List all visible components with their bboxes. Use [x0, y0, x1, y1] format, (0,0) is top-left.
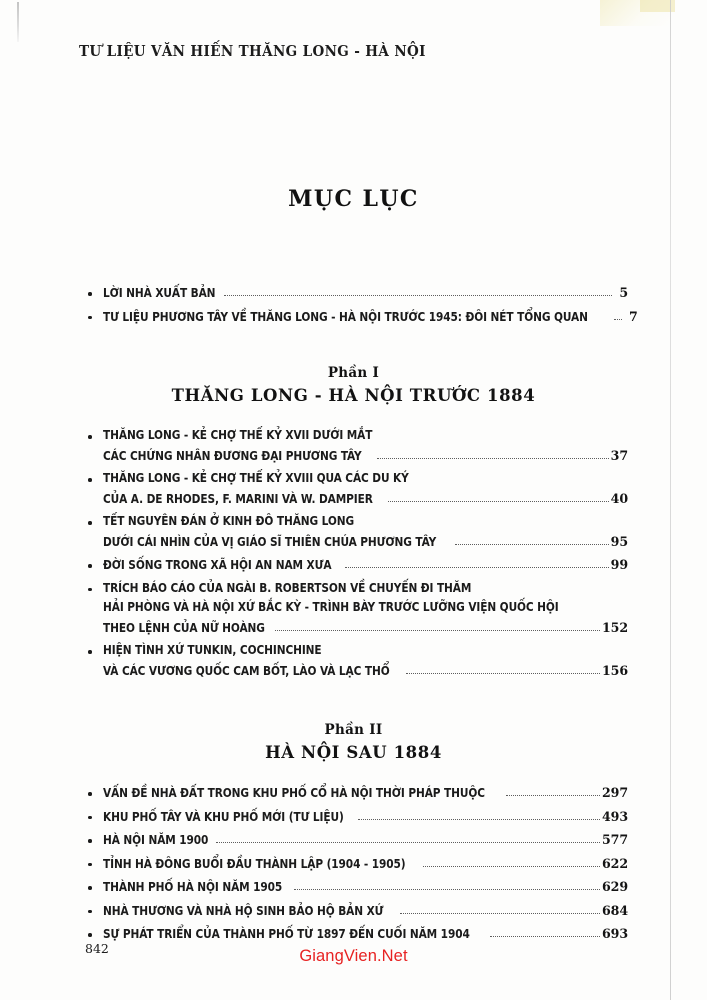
toc-entry[interactable] — [0, 901, 707, 922]
toc-entry-text: TẾT NGUYÊN ĐÁN Ở KINH ĐÔ THĂNG LONG — [103, 514, 355, 528]
toc-front-matter-group — [0, 283, 707, 327]
dot-leader — [406, 672, 600, 674]
toc-entry[interactable] — [0, 512, 707, 552]
toc-entry-line — [103, 641, 628, 661]
toc-page-number: 40 — [610, 490, 628, 506]
table-of-contents — [0, 283, 707, 948]
toc-entry-last-line — [103, 807, 628, 828]
toc-entry-last-line — [103, 854, 628, 875]
toc-entry[interactable] — [0, 283, 707, 304]
toc-page-number: 693 — [602, 926, 628, 941]
part-title: THĂNG LONG - HÀ NỘI TRƯỚC 1884 — [171, 386, 536, 405]
part-title: HÀ NỘI SAU 1884 — [265, 743, 442, 762]
toc-entry[interactable] — [0, 307, 707, 328]
toc-page-number: 7 — [629, 308, 638, 324]
toc-entry-text: DƯỚI CÁI NHÌN CỦA VỊ GIÁO SĨ THIÊN CHÚA PHƯƠNG TÂY — [103, 534, 437, 549]
toc-entry-last-line — [103, 283, 628, 304]
toc-entry-last-line — [103, 901, 628, 922]
toc-entry-last-line — [103, 618, 628, 639]
bullet-icon — [88, 886, 92, 890]
bullet-icon — [88, 316, 92, 320]
toc-entry-text: HIỆN TÌNH XỨ TUNKIN, COCHINCHINE — [103, 643, 322, 657]
toc-entry-line — [103, 579, 628, 599]
bullet-icon — [88, 839, 92, 843]
toc-page-number: 629 — [602, 879, 628, 894]
toc-page-number: 37 — [610, 447, 628, 463]
toc-entry[interactable] — [0, 854, 707, 875]
toc-entry[interactable] — [0, 783, 707, 804]
toc-entry-last-line — [103, 877, 628, 898]
toc-page-number: 152 — [602, 619, 628, 635]
toc-entry-line — [103, 469, 628, 489]
dot-leader — [455, 543, 609, 545]
toc-entry-last-line — [103, 924, 628, 945]
toc-entry-text: CÁC CHỨNG NHÂN ĐƯƠNG ĐẠI PHƯƠNG TÂY — [103, 448, 362, 463]
scan-edge-artifact-left — [17, 2, 19, 42]
dot-leader — [224, 294, 612, 296]
bullet-icon — [88, 521, 92, 525]
dot-leader — [388, 500, 608, 502]
dot-leader — [490, 935, 600, 937]
toc-entry-text: VÀ CÁC VƯƠNG QUỐC CAM BỐT, LÀO VÀ LẠC THỔ — [103, 663, 390, 678]
toc-page-number: 95 — [610, 533, 628, 549]
toc-entry-text: THĂNG LONG - KẺ CHỢ THẾ KỶ XVII DƯỚI MẮT — [103, 428, 373, 442]
toc-entry-text: KHU PHỐ TÂY VÀ KHU PHỐ MỚI (TƯ LIỆU) — [103, 809, 344, 824]
toc-entry-text: NHÀ THƯƠNG VÀ NHÀ HỘ SINH BẢO HỘ BẢN XỨ — [103, 903, 384, 918]
toc-part-group — [0, 426, 707, 681]
dot-leader — [345, 566, 609, 568]
toc-entry-last-line — [103, 783, 628, 804]
part-label: Phần II — [324, 722, 383, 738]
toc-page-number: 493 — [602, 808, 628, 824]
toc-page-number: 622 — [602, 855, 628, 871]
toc-entry-last-line — [103, 446, 628, 467]
toc-entry-last-line — [103, 307, 638, 328]
toc-entry-last-line — [103, 830, 628, 851]
toc-entry-text: TRÍCH BÁO CÁO CỦA NGÀI B. ROBERTSON VỀ CHUYẾN ĐI THĂM — [103, 580, 472, 595]
part-label: Phần I — [327, 365, 380, 381]
toc-entry-text: LỜI NHÀ XUẤT BẢN — [103, 286, 216, 300]
bullet-icon — [88, 792, 92, 796]
dot-leader — [400, 912, 600, 914]
toc-entry-last-line — [103, 661, 628, 682]
watermark: GiangVien.Net — [299, 947, 408, 965]
toc-entry[interactable] — [0, 641, 707, 681]
bullet-icon — [88, 478, 92, 482]
toc-page-number: 156 — [602, 662, 628, 678]
dot-leader — [377, 457, 609, 459]
toc-entry-text: VẤN ĐỀ NHÀ ĐẤT TRONG KHU PHỐ CỔ HÀ NỘI THỜI PHÁP THUỘC — [103, 786, 485, 800]
toc-entry[interactable] — [0, 830, 707, 851]
toc-page-number: 297 — [602, 785, 628, 800]
toc-entry-last-line — [103, 532, 628, 553]
dot-leader — [614, 318, 622, 320]
toc-page-number: 577 — [602, 832, 628, 847]
toc-entry-text: CỦA A. DE RHODES, F. MARINI VÀ W. DAMPIER — [103, 491, 373, 506]
part-heading — [0, 722, 707, 762]
dot-leader — [294, 888, 600, 890]
toc-entry-line — [103, 426, 628, 446]
dot-leader — [423, 865, 600, 867]
toc-entry-text: TƯ LIỆU PHƯƠNG TÂY VỀ THĂNG LONG - HÀ NỘI TRƯỚC 1945: ĐÔI NÉT TỔNG QUAN — [103, 309, 588, 324]
toc-entry-line — [103, 598, 628, 618]
toc-entry-line — [103, 512, 628, 532]
toc-entry[interactable] — [0, 555, 707, 576]
toc-entry-text: THĂNG LONG - KẺ CHỢ THẾ KỶ XVIII QUA CÁC DU KÝ — [103, 471, 409, 485]
dot-leader — [506, 794, 600, 796]
part-heading — [0, 365, 707, 405]
toc-entry-text: SỰ PHÁT TRIỂN CỦA THÀNH PHỐ TỪ 1897 ĐẾN CUỐI NĂM 1904 — [103, 927, 470, 941]
toc-page-number: 5 — [619, 285, 628, 300]
toc-entry-text: THEO LỆNH CỦA NỮ HOÀNG — [103, 620, 265, 635]
toc-entry-last-line — [103, 489, 628, 510]
bullet-icon — [88, 588, 92, 592]
page-title: MỤC LỤC — [288, 186, 419, 212]
toc-page-number: 684 — [602, 902, 628, 918]
bullet-icon — [88, 816, 92, 820]
bullet-icon — [88, 435, 92, 439]
bullet-icon — [88, 650, 92, 654]
toc-entry-text: THÀNH PHỐ HÀ NỘI NĂM 1905 — [103, 880, 283, 894]
dot-leader — [358, 818, 600, 820]
dot-leader — [275, 629, 600, 631]
toc-entry[interactable] — [0, 469, 707, 509]
toc-entry-text: HÀ NỘI NĂM 1900 — [103, 833, 209, 847]
toc-entry[interactable] — [0, 579, 707, 639]
bullet-icon — [88, 863, 92, 867]
toc-entry-text: ĐỜI SỐNG TRONG XÃ HỘI AN NAM XƯA — [103, 558, 332, 572]
toc-entry-text: TỈNH HÀ ĐÔNG BUỔI ĐẦU THÀNH LẬP (1904 - 1905) — [103, 856, 406, 871]
bullet-icon — [88, 292, 92, 296]
toc-entry[interactable] — [0, 877, 707, 898]
running-header: TƯ LIỆU VĂN HIẾN THĂNG LONG - HÀ NỘI — [79, 43, 426, 60]
bullet-icon — [88, 933, 92, 937]
folio-page-number: 842 — [85, 941, 109, 956]
bullet-icon — [88, 564, 92, 568]
toc-entry-last-line — [103, 555, 628, 576]
toc-page-number: 99 — [610, 557, 628, 572]
toc-entry[interactable] — [0, 426, 707, 466]
toc-part-group — [0, 783, 707, 945]
dot-leader — [216, 841, 600, 843]
toc-entry[interactable] — [0, 807, 707, 828]
bullet-icon — [88, 910, 92, 914]
toc-entry-text: HẢI PHÒNG VÀ HÀ NỘI XỨ BẮC KỲ - TRÌNH BÀY TRƯỚC LƯỠNG VIỆN QUỐC HỘI — [103, 600, 559, 614]
